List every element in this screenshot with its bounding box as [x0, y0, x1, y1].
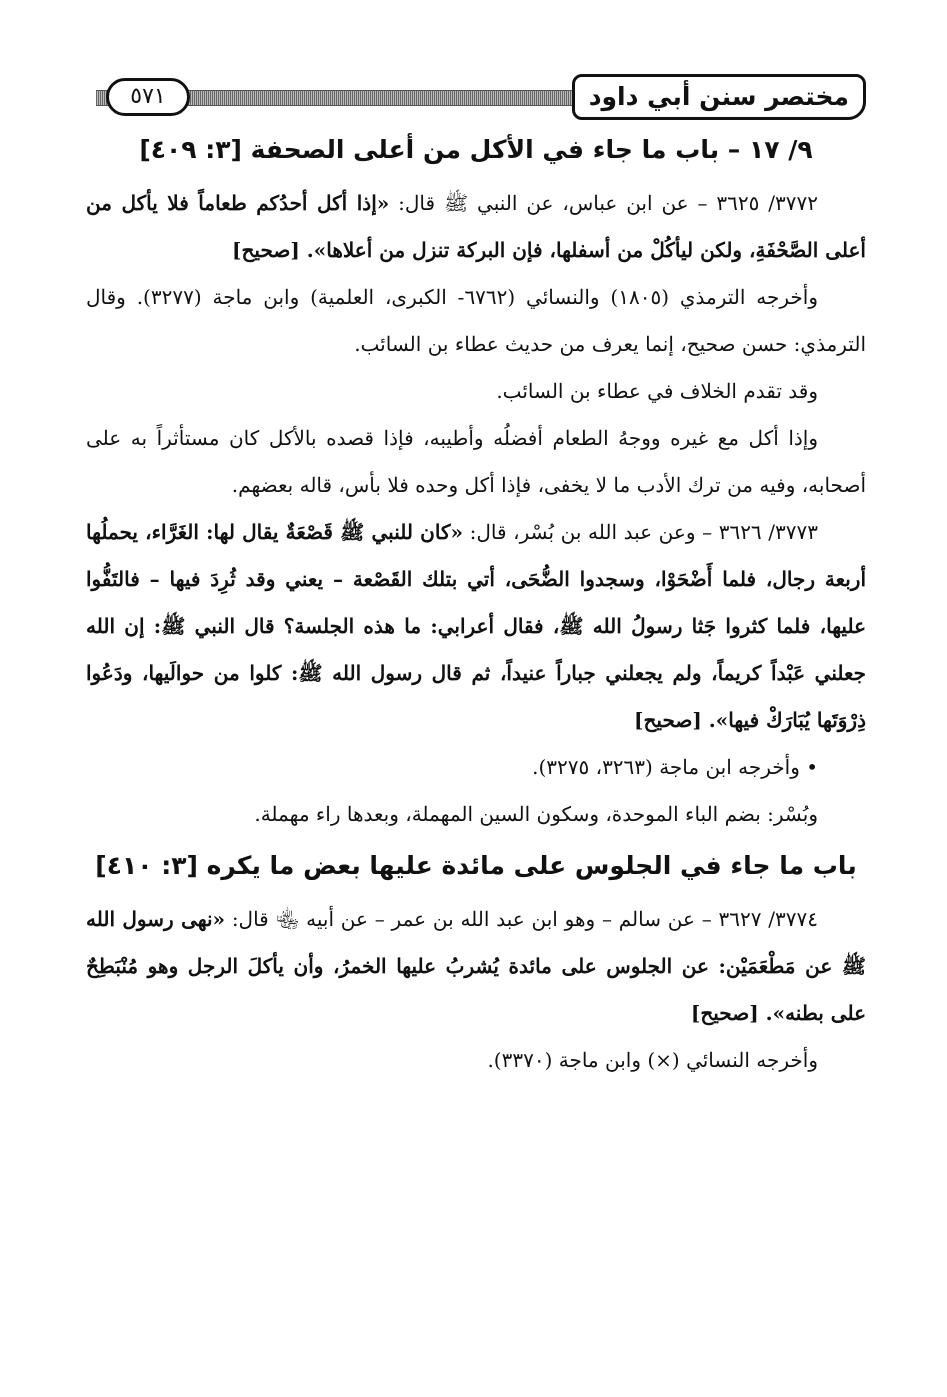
commentary-note: وإذا أكل مع غيره ووجهُ الطعام أفضلُه وأطيبه، فإذا قصده بالأكل كان مستأثراً به على أصحابه، وفيه من ترك الأدب ما لا يخفى، فإذا أكل وحده فلا بأس، قاله بعضهم.	[86, 426, 866, 497]
page-number: ٥٧١	[106, 78, 190, 116]
hadith-text: «إذا أكل أحدُكم طعاماً فلا يأكل من أعلى الصَّحْفَةِ، ولكن ليأكُلْ من أسفلها، فإن البركة تنزل من أعلاها». [صحيح]	[86, 191, 866, 262]
book-page	[86, 70, 866, 1370]
hadith-number: ٣٧٧٣/ ٣٦٢٦ – وعن عبد الله بن بُسْر، قال:	[462, 520, 818, 544]
hadith-text: «نهى رسول الله ﷺ عن مَطْعَمَيْن: عن الجلوس على مائدة يُشربُ عليها الخمرُ، وأن يأكلَ الرجل وهو مُنْبَطِحٌ على بطنه». [صحيح]	[86, 907, 866, 1025]
takhrij-note: وأخرجه الترمذي (١٨٠٥) والنسائي (٦٧٦٢- الكبرى، العلمية) وابن ماجة (٣٢٧٧). وقال الترمذي: حسن صحيح، إنما يعرف من حديث عطاء بن السائب.	[86, 285, 866, 356]
hadith-3772	[86, 180, 866, 274]
book-title: مختصر سنن أبي داود	[572, 74, 866, 120]
commentary-note: وقد تقدم الخلاف في عطاء بن السائب.	[496, 379, 818, 403]
hadith-3773	[86, 509, 866, 744]
hadith-number: ٣٧٧٤/ ٣٦٢٧ – عن سالم – وهو ابن عبد الله بن عمر – عن أبيه ﵄ قال:	[225, 907, 818, 931]
takhrij-note: • وأخرجه ابن ماجة (٣٢٦٣، ٣٢٧٥).	[532, 755, 818, 779]
hadith-number: ٣٧٧٢/ ٣٦٢٥ – عن ابن عباس، عن النبي ﷺ قال:	[389, 191, 818, 215]
chapter-heading-2: باب ما جاء في الجلوس على مائدة عليها بعض ما يكره [٣: ٤١٠]	[95, 851, 857, 880]
hadith-text: «كان للنبي ﷺ قَصْعَةٌ يقال لها: الغَرَّاء، يحملُها أربعة رجال، فلما أَضْحَوْا، وسجدوا الضُّحَى، أتي بتلك القَصْعة – يعني وقد ثُرِدَ فيها – فالتَفُّوا عليها، فلما كثروا جَثا رسولُ الله ﷺ، فقال أعرابي: ما هذه الجلسة؟ قال النبي ﷺ: إن الله جعلني عَبْداً كريماً، ولم يجعلني جباراً عنيداً، ثم قال رسول الله ﷺ: كلوا من حوالَيها، ودَعُوا ذِرْوَتَها يُبَارَكْ فيها». [صحيح]	[86, 520, 866, 732]
hadith-3774	[86, 896, 866, 1037]
page-header	[86, 70, 866, 122]
chapter-heading-1: ٩/ ١٧ – باب ما جاء في الأكل من أعلى الصحفة [٣: ٤٠٩]	[139, 135, 813, 164]
takhrij-note: وأخرجه النسائي (×) وابن ماجة (٣٣٧٠).	[487, 1048, 818, 1072]
commentary-note: وبُسْر: بضم الباء الموحدة، وسكون السين المهملة، وبعدها راء مهملة.	[254, 802, 818, 826]
